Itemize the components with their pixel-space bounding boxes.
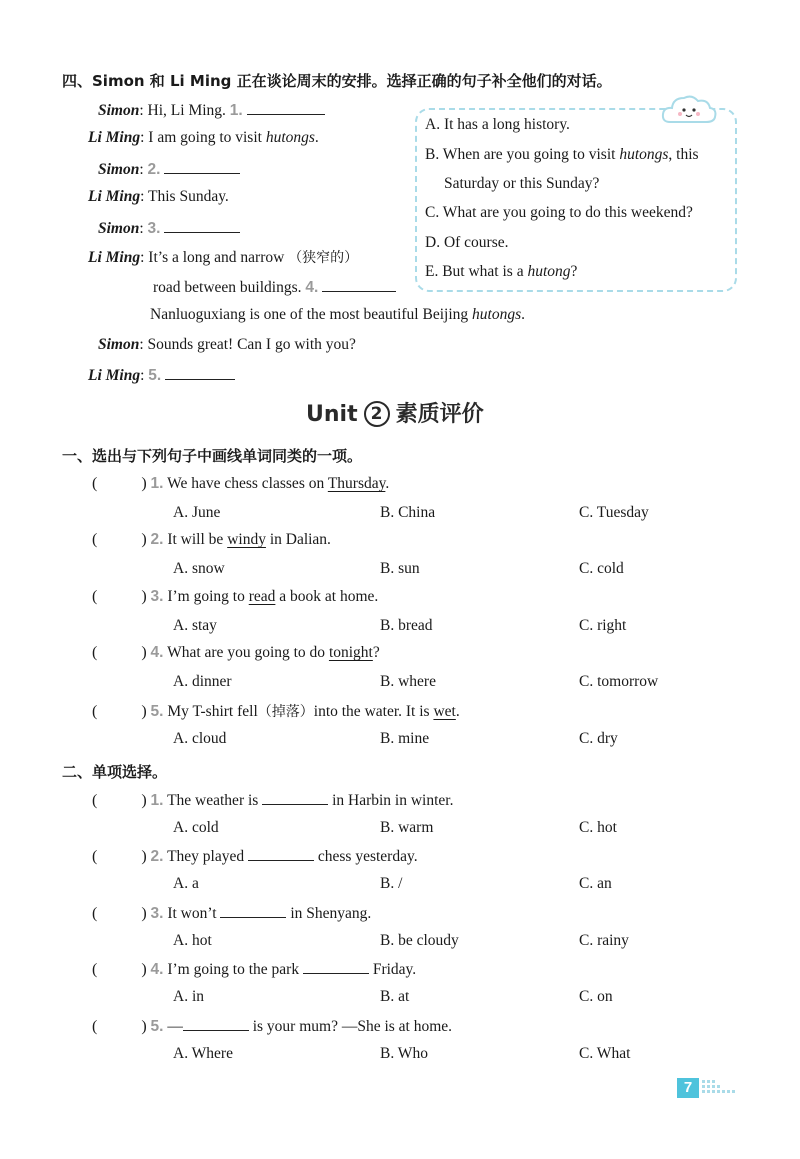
speaker: Li Ming: [88, 249, 141, 266]
paren-close: ): [141, 961, 147, 979]
line-text: :: [139, 161, 148, 178]
line-text-end: .: [314, 129, 319, 146]
question-text-end: in Dalian.: [265, 531, 331, 549]
question-row: [92, 1016, 452, 1036]
question-text: They played: [167, 848, 248, 866]
choice-b[interactable]: B. /: [380, 875, 403, 893]
question-text: I’m going to: [167, 587, 249, 605]
paren-open: (: [92, 961, 98, 979]
question-text-end: Friday.: [368, 961, 417, 979]
speaker: Simon: [98, 220, 140, 237]
answer-blank[interactable]: [164, 159, 240, 174]
question-text: It won’t: [167, 904, 221, 922]
part-2-heading: 二、单项选择。: [62, 763, 168, 781]
question-number: 5.: [150, 702, 164, 720]
paren-close: ): [141, 475, 147, 492]
unit-label: 素质评价: [395, 402, 484, 427]
choice-a[interactable]: A. hot: [173, 931, 212, 949]
option-text: B. When are you going to visit: [425, 146, 620, 163]
option-text-end: ?: [570, 263, 578, 280]
italic-word: hutongs: [265, 129, 315, 146]
unit-title: [306, 397, 484, 428]
speaker: Simon: [98, 102, 140, 119]
question-number: 2.: [150, 531, 164, 549]
question-text: It will be: [167, 531, 228, 549]
choice-c[interactable]: C. an: [579, 875, 612, 893]
question-number: 3.: [150, 587, 164, 605]
choice-c[interactable]: C. cold: [579, 560, 624, 578]
option-d: [425, 234, 509, 252]
question-text-end: chess yesterday.: [314, 848, 418, 866]
line-text: :: [140, 367, 149, 384]
question-row: [92, 531, 331, 549]
choice-c[interactable]: C. What: [579, 1044, 631, 1062]
choice-c[interactable]: C. hot: [579, 819, 617, 836]
choice-a[interactable]: A. a: [173, 875, 199, 893]
choice-a[interactable]: A. snow: [173, 560, 225, 578]
line-text: : I am going to visit: [140, 129, 266, 146]
choice-b[interactable]: B. China: [380, 504, 436, 521]
dialogue-line-3: [98, 159, 240, 179]
line-text: :: [139, 220, 148, 237]
choice-b[interactable]: B. where: [380, 673, 436, 691]
paren-close: ): [141, 644, 147, 662]
question-row: [92, 475, 389, 493]
paren-open: (: [92, 904, 98, 922]
paren-open: (: [92, 848, 98, 866]
choice-a[interactable]: A. stay: [173, 616, 217, 634]
paren-close: ): [141, 904, 147, 922]
dialogue-line-8: [150, 306, 525, 324]
chinese-gloss: （掉落）: [257, 703, 314, 720]
paren-close: ): [141, 702, 147, 720]
question-text: The weather is: [167, 792, 263, 809]
answer-blank[interactable]: [183, 1016, 249, 1031]
chinese-gloss: （狭窄的）: [288, 250, 359, 266]
unit-word: Unit: [306, 402, 358, 427]
section-4-heading: 四、Simon 和 Li Ming 正在谈论周末的安排。选择正确的句子补全他们的对话。: [62, 72, 612, 90]
answer-blank[interactable]: [322, 277, 396, 292]
option-text: A. It has a long history.: [425, 116, 570, 133]
question-text-end: in Shenyang.: [286, 904, 372, 922]
line-text: : Sounds great! Can I go with you?: [139, 336, 356, 353]
blank-number: 3.: [147, 220, 161, 237]
blank-number: 2.: [147, 161, 161, 178]
choice-b[interactable]: B. mine: [380, 729, 430, 747]
speaker: Li Ming: [88, 129, 141, 146]
choice-a[interactable]: A. cloud: [173, 729, 227, 747]
choice-a[interactable]: A. June: [173, 504, 221, 521]
paren-open: (: [92, 644, 98, 662]
choice-b[interactable]: B. bread: [380, 616, 433, 634]
speaker: Li Ming: [88, 367, 141, 384]
question-text-end: a book at home.: [275, 587, 379, 605]
paren-close: ): [141, 531, 147, 549]
choice-a[interactable]: A. dinner: [173, 673, 232, 691]
question-number: 1.: [150, 475, 164, 492]
answer-blank[interactable]: [220, 903, 286, 918]
dialogue-line-6: [88, 247, 358, 267]
line-text: : It’s a long and narrow: [140, 249, 289, 266]
option-text-end: , this: [668, 146, 699, 163]
line-text-end: .: [521, 306, 525, 323]
answer-blank[interactable]: [247, 100, 325, 115]
speaker: Simon: [98, 161, 140, 178]
choice-b[interactable]: B. sun: [380, 560, 420, 578]
underlined-word: tonight: [328, 644, 373, 662]
choice-b[interactable]: B. Who: [380, 1044, 428, 1062]
line-text: Nanluoguxiang is one of the most beautiful Beijing: [150, 306, 473, 323]
option-a: [425, 116, 570, 134]
speaker: Simon: [98, 336, 140, 353]
choice-a[interactable]: A. in: [173, 988, 204, 1006]
dialogue-line-5: [98, 218, 240, 238]
choice-a[interactable]: A. Where: [173, 1044, 233, 1062]
question-text-end: .: [385, 475, 390, 492]
question-number: 1.: [150, 792, 164, 809]
dialogue-line-9: [98, 336, 356, 354]
paren-close: ): [141, 848, 147, 866]
choice-c[interactable]: C. right: [579, 616, 627, 634]
underlined-word: wet: [433, 702, 456, 720]
question-row: [92, 959, 416, 979]
dialogue-line-1: [98, 100, 325, 120]
question-row: [92, 701, 460, 721]
answer-blank[interactable]: [303, 959, 369, 974]
question-text-end: in Harbin in winter.: [328, 792, 454, 809]
line-text: : This Sunday.: [140, 188, 229, 205]
choice-b[interactable]: B. be cloudy: [380, 931, 459, 949]
option-b: [425, 146, 699, 164]
cloud-mascot-icon: [660, 92, 718, 126]
question-row: [92, 790, 453, 810]
paren-open: (: [92, 587, 98, 605]
question-text: —: [167, 1017, 183, 1035]
paren-open: (: [92, 1017, 98, 1035]
answer-blank[interactable]: [262, 790, 328, 805]
option-e: [425, 263, 577, 281]
answer-blank[interactable]: [165, 365, 235, 380]
paren-open: (: [92, 475, 98, 492]
option-b-cont: [444, 175, 599, 193]
option-text: Saturday or this Sunday?: [444, 175, 600, 192]
question-row: [92, 588, 378, 606]
page-dots-decoration-icon: [702, 1078, 736, 1098]
italic-word: hutong: [527, 263, 571, 280]
question-text-end: .: [455, 702, 460, 720]
choice-c[interactable]: C. tomorrow: [579, 673, 659, 691]
question-text-end: ?: [372, 644, 380, 662]
question-row: [92, 846, 418, 866]
question-text: My T-shirt fell: [167, 702, 258, 720]
answer-blank[interactable]: [164, 218, 240, 233]
choice-b[interactable]: B. warm: [380, 819, 434, 836]
blank-number: 4.: [305, 279, 319, 296]
blank-number: 1.: [229, 102, 243, 119]
line-text: : Hi, Li Ming.: [139, 102, 230, 119]
dialogue-line-4: [88, 188, 229, 206]
question-number: 4.: [150, 644, 164, 662]
dialogue-line-10: [88, 365, 235, 385]
choice-c[interactable]: C. Tuesday: [579, 504, 649, 521]
question-number: 2.: [150, 848, 164, 866]
blank-number: 5.: [148, 367, 162, 384]
dialogue-line-2: [88, 129, 319, 147]
underlined-word: read: [248, 587, 276, 605]
question-text: We have chess classes on: [167, 475, 328, 492]
page-number: 7: [677, 1078, 699, 1098]
question-number: 3.: [150, 904, 164, 922]
choice-a[interactable]: A. cold: [173, 819, 219, 836]
question-text-end: is your mum? —She is at home.: [248, 1017, 453, 1035]
underlined-word: Thursday: [327, 475, 386, 492]
option-c: [425, 204, 693, 222]
question-row: [92, 903, 371, 923]
paren-close: ): [141, 1017, 147, 1035]
question-number: 4.: [150, 961, 164, 979]
answer-blank[interactable]: [248, 846, 314, 861]
paren-open: (: [92, 792, 98, 809]
unit-number: 2: [364, 401, 390, 427]
option-text: D. Of course.: [425, 234, 509, 251]
question-row: [92, 644, 380, 662]
option-text: C. What are you going to do this weekend?: [425, 204, 693, 221]
italic-word: hutongs: [619, 146, 669, 163]
dialogue-line-7: [153, 277, 396, 297]
paren-close: ): [141, 792, 147, 809]
choice-c[interactable]: C. dry: [579, 729, 618, 747]
paren-close: ): [141, 587, 147, 605]
choice-c[interactable]: C. rainy: [579, 931, 629, 949]
speaker: Li Ming: [88, 188, 141, 205]
option-text: E. But what is a: [425, 263, 528, 280]
italic-word: hutongs: [472, 306, 522, 323]
choice-c[interactable]: C. on: [579, 988, 613, 1006]
choice-b[interactable]: B. at: [380, 988, 410, 1006]
question-number: 5.: [150, 1017, 164, 1035]
paren-open: (: [92, 531, 98, 549]
underlined-word: windy: [227, 531, 266, 549]
question-text: What are you going to do: [167, 644, 329, 662]
question-text: I’m going to the park: [167, 961, 303, 979]
part-1-heading: 一、选出与下列句子中画线单词同类的一项。: [62, 447, 363, 465]
line-text: road between buildings.: [153, 279, 306, 296]
paren-open: (: [92, 702, 98, 720]
question-text-2: into the water. It is: [313, 702, 434, 720]
